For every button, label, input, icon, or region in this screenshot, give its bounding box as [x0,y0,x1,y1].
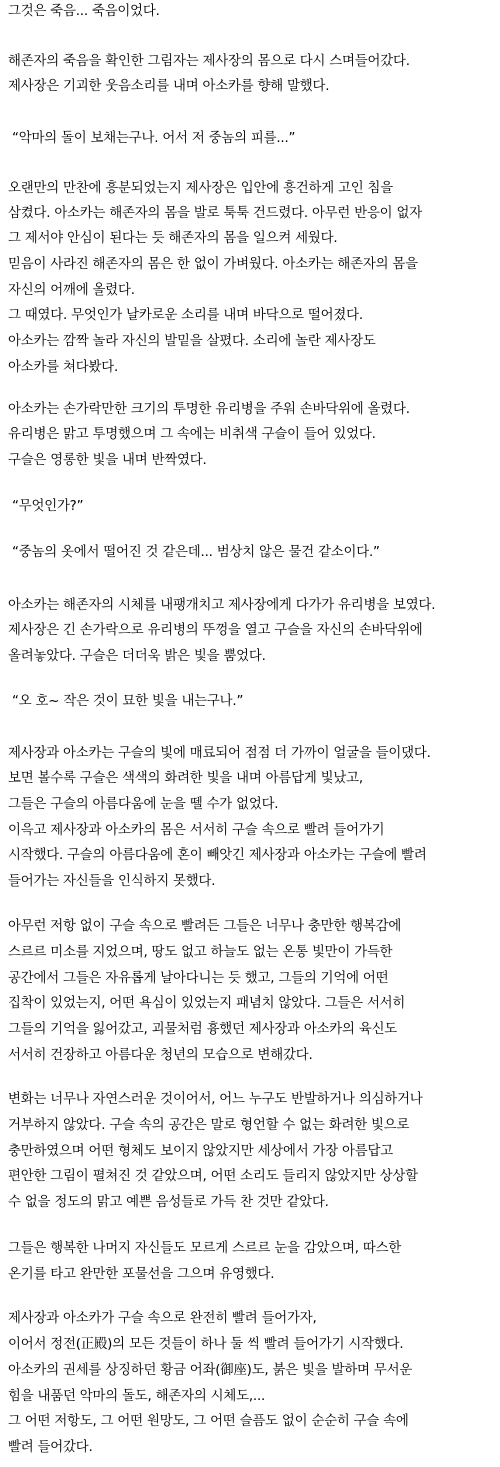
text-line: 아소카는 깜짝 놀라 자신의 발밑을 살폈다. 소리에 놀란 제사장도 [8,334,376,349]
text-line: 집착이 있었는지, 어떤 욕심이 있었는지 패념치 않았다. 그들은 서서히 [8,996,406,1011]
text-line: 그들의 기억을 잃어갔고, 괴물처럼 흉했던 제사장과 아소카의 육신도 [8,1022,398,1037]
text-line: 유리병은 맑고 투명했으며 그 속에는 비취색 구슬이 들어 있었다. [8,427,376,442]
text-line: 공간에서 그들은 자유롭게 날아다니는 듯 했고, 그들의 기억에 어떤 [8,971,389,986]
text-line: 시작했다. 구슬의 아름다움에 혼이 빼앗긴 제사장과 아소카는 구슬에 빨려 [8,848,427,863]
text-line: “중놈의 옷에서 떨어진 것 같은데... 범상치 않은 물건 같소이다.” [12,545,380,560]
text-line: 그들은 행복한 나머지 자신들도 모르게 스르르 눈을 감았으며, 따스한 [8,1241,402,1256]
text-line: 들어가는 자신들을 인식하지 못했다. [8,874,216,889]
text-line: 구슬은 영롱한 빛을 내며 반짝였다. [8,453,207,468]
text-line: 이어서 정전(正殿)의 모든 것들이 하나 둘 씩 빨려 들어가기 시작했다. [8,1337,404,1352]
text-line: 이윽고 제사장과 아소카의 몸은 서서히 구슬 속으로 빨려 들어가기 [8,823,385,838]
text-line: 제사장은 기괴한 웃음소리를 내며 아소카를 향해 말했다. [8,79,330,94]
text-line: 서서히 건장하고 아름다운 청년의 모습으로 변해갔다. [8,1048,313,1063]
text-line: 거부하지 않았다. 구슬 속의 공간은 말로 형언할 수 없는 화려한 빛으로 [8,1118,410,1133]
text-line: 올려놓았다. 구슬은 더더욱 밝은 빛을 뿜었다. [8,649,266,664]
text-line: “악마의 돌이 보채는구나. 어서 저 중놈의 피를...” [12,131,296,146]
text-line: 해존자의 죽음을 확인한 그림자는 제사장의 몸으로 다시 스며들어갔다. [8,54,410,69]
text-line: “무엇인가?” [12,499,84,514]
text-line: 스르르 미소를 지었으며, 땅도 없고 하늘도 없는 온통 빛만이 가득한 [8,945,393,960]
text-line: 삼켰다. 아소카는 해존자의 몸을 발로 툭툭 건드렸다. 아무런 반응이 없자 [8,206,422,221]
text-line: 믿음이 사라진 해존자의 몸은 한 없이 가벼웠다. 아소카는 해존자의 몸을 [8,257,418,272]
text-line: 그것은 죽음... 죽음이었다. [8,4,160,19]
text-line: 충만하였으며 어떤 형체도 보이지 않았지만 세상에서 가장 아름답고 [8,1144,393,1159]
text-line: 그 제서야 안심이 된다는 듯 해존자의 몸을 일으켜 세웠다. [8,231,338,246]
text-line: 그들은 구슬의 아름다움에 눈을 뗄 수가 없었다. [8,797,279,812]
text-line: 제사장과 아소카가 구슬 속으로 완전히 빨려 들어가자, [8,1311,317,1326]
text-line: 힘을 내품던 악마의 돌도, 해존자의 시체도,... [8,1389,266,1404]
text-line: 제사장과 아소카는 구슬의 빛에 매료되어 점점 더 가까이 얼굴을 들이댔다. [8,746,431,761]
text-line: 아무런 저항 없이 구슬 속으로 빨려든 그들은 너무나 충만한 행복감에 [8,919,402,934]
text-line: 아소카는 해존자의 시체를 내팽개치고 제사장에게 다가가 유리병을 보였다. [8,598,436,613]
text-line: 빨려 들어갔다. [8,1440,93,1455]
text-line: 보면 볼수록 구슬은 색색의 화려한 빛을 내며 아름답게 빛났고, [8,771,363,786]
text-line: 아소카를 쳐다봤다. [8,360,118,375]
text-line: “오 호~ 작은 것이 묘한 빛을 내는구나.” [12,694,244,709]
text-line: 아소카의 권세를 상징하던 황금 어좌(御座)도, 붉은 빛을 발하며 무서운 [8,1363,413,1378]
text-line: 오랜만의 만찬에 흥분되었는지 제사장은 입안에 흥건하게 고인 침을 [8,181,393,196]
text-line: 편안한 그림이 펼쳐진 것 같았으며, 어떤 소리도 들리지 않았지만 상상할 [8,1169,418,1184]
text-line: 자신의 어깨에 올렸다. [8,283,135,298]
text-line: 그 때였다. 무엇인가 날카로운 소리를 내며 바닥으로 떨어졌다. [8,308,363,323]
text-line: 제사장은 긴 손가락으로 유리병의 뚜껑을 열고 구슬을 자신의 손바닥위에 [8,623,423,638]
text-line: 아소카는 손가락만한 크기의 투명한 유리병을 주워 손바닥위에 올렸다. [8,402,410,417]
text-line: 수 없을 정도의 맑고 예쁜 음성들로 가득 찬 것만 같았다. [8,1195,329,1210]
text-line: 변화는 너무나 자연스러운 것이어서, 어느 누구도 반발하거나 의심하거나 [8,1092,423,1107]
text-line: 그 어떤 저항도, 그 어떤 원망도, 그 어떤 슬픔도 없이 순순히 구슬 속에 [8,1414,409,1429]
text-line: 온기를 타고 완만한 포물선을 그으며 유영했다. [8,1267,275,1282]
